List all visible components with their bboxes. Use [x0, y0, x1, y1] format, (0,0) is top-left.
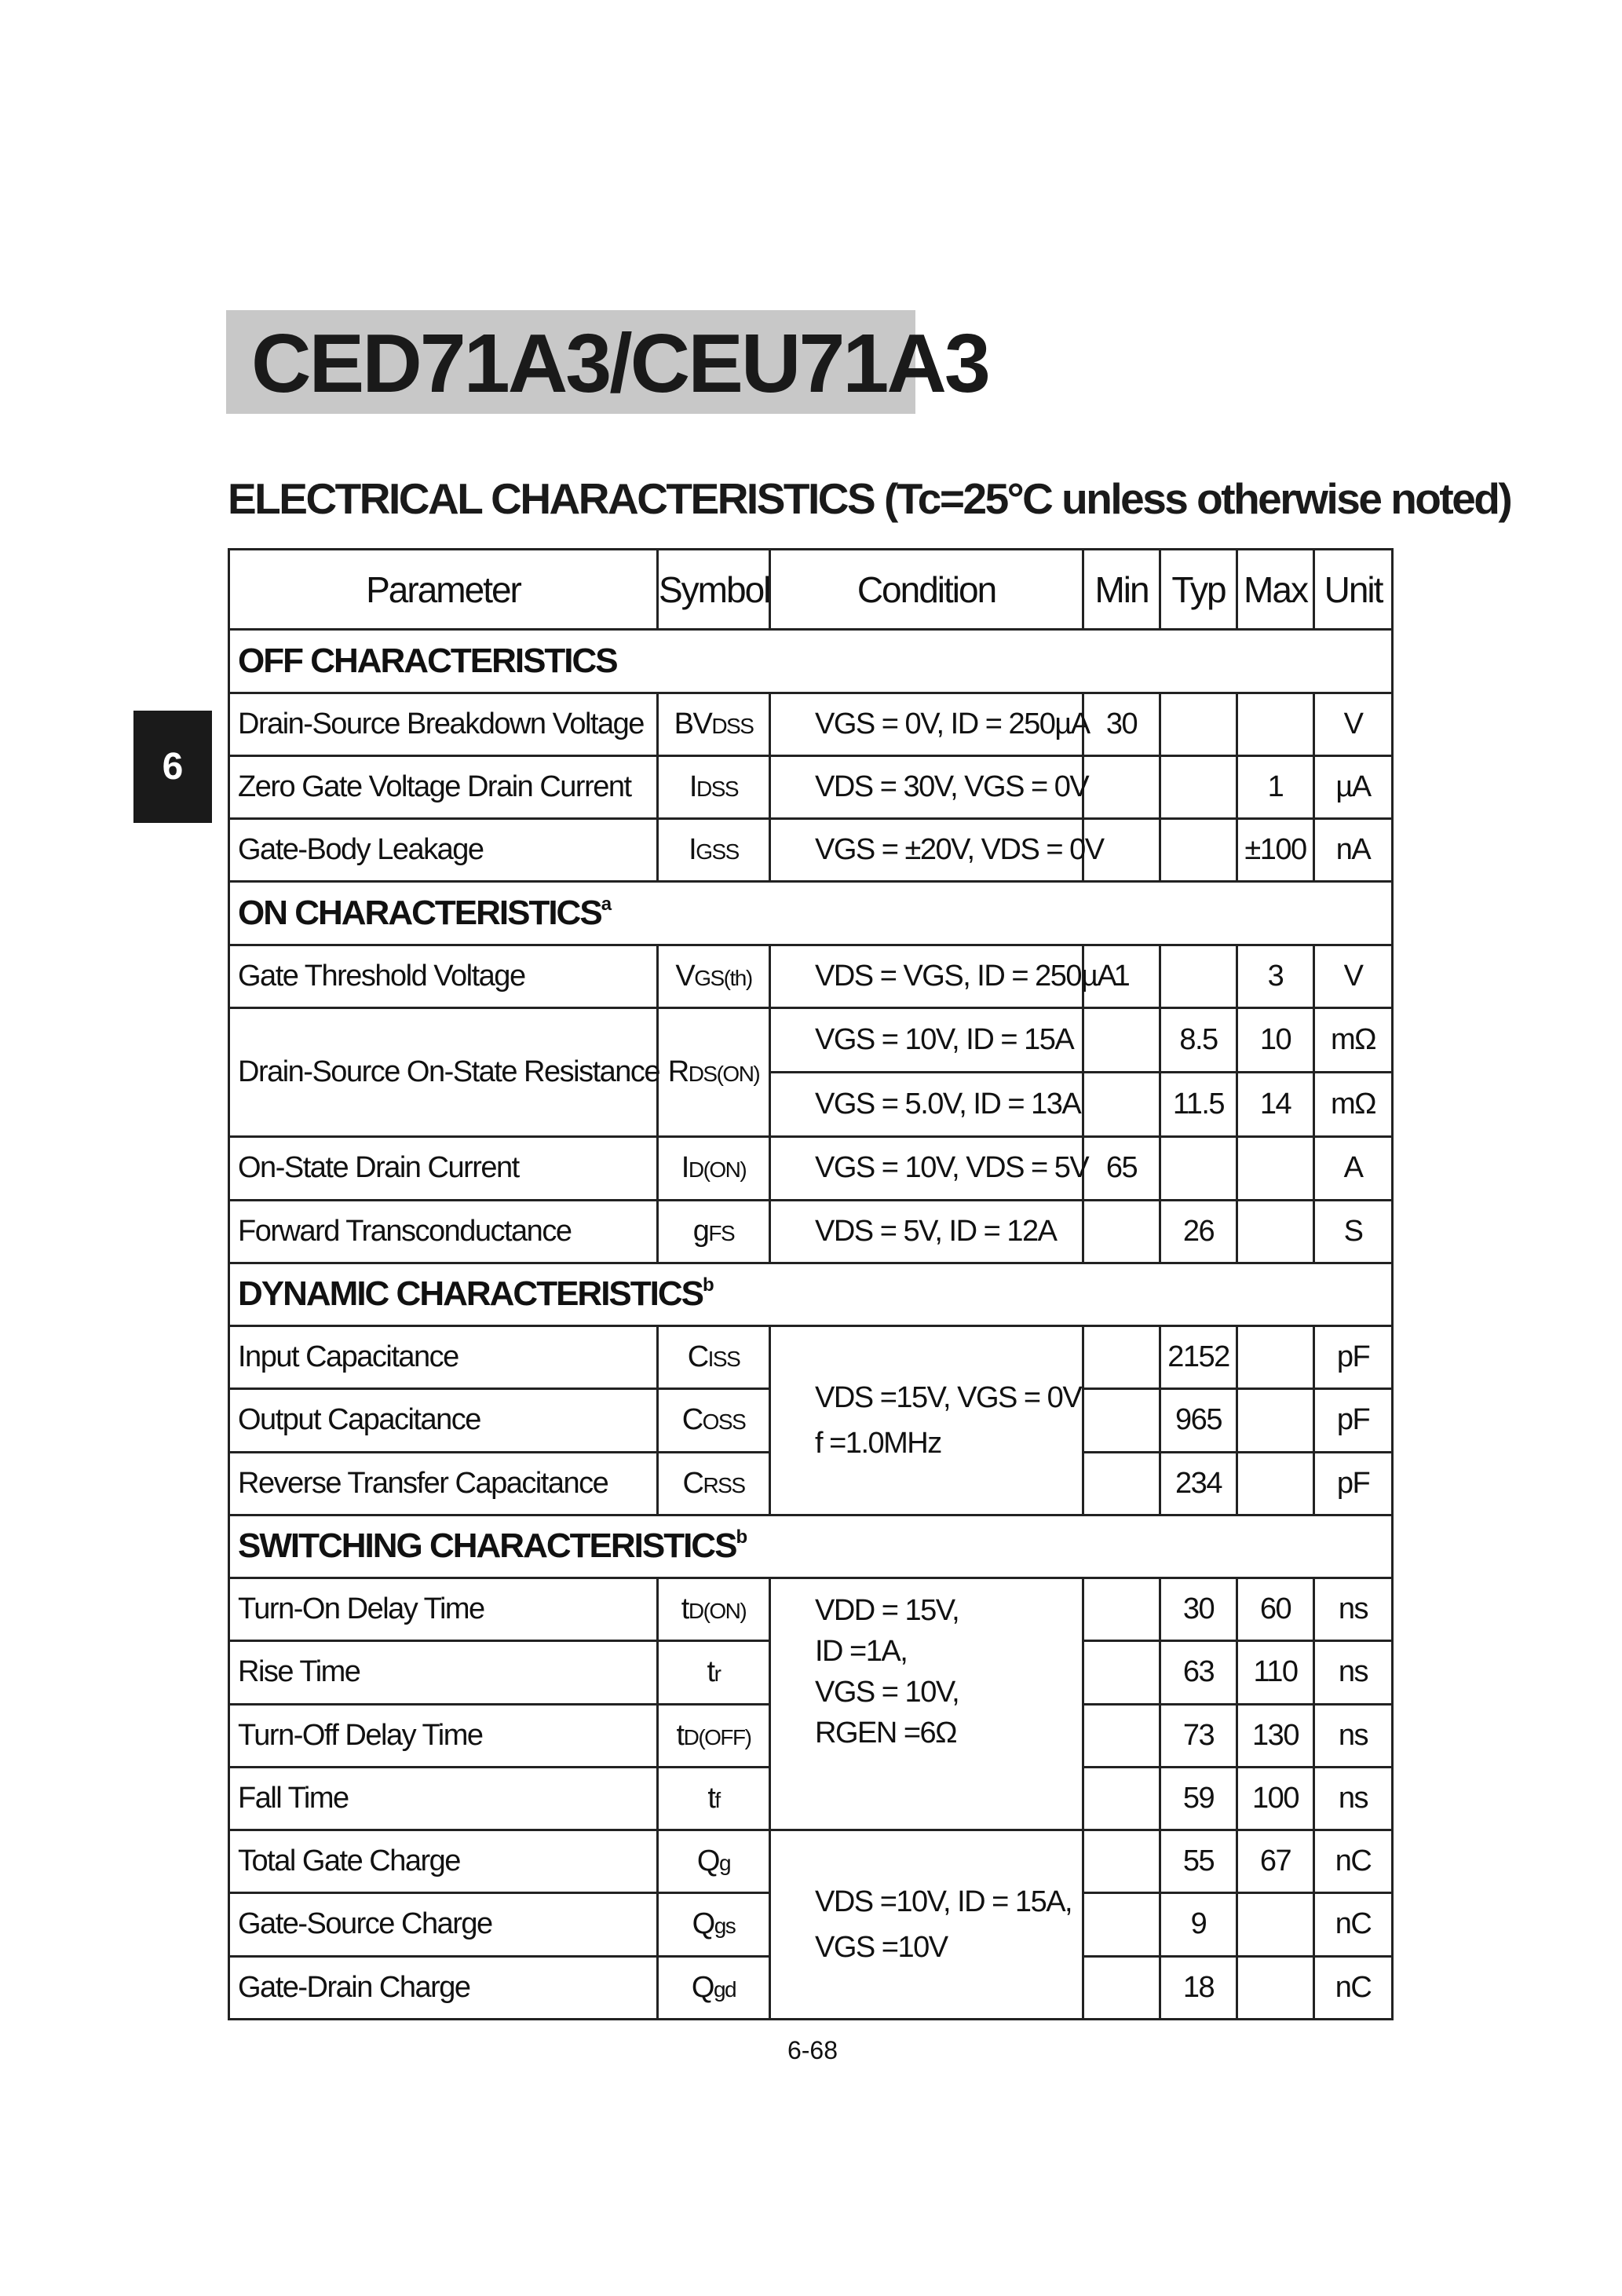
symbol-main: C: [687, 1340, 708, 1374]
symbol-cell: [658, 819, 770, 882]
symbol-main: t: [707, 1781, 715, 1815]
section-switching-cell: [229, 1515, 1393, 1578]
min-cell: [1083, 1007, 1160, 1072]
document-title: CED71A3/CEU71A3: [251, 317, 988, 410]
symbol-main: Q: [696, 1844, 719, 1878]
unit-cell: µA: [1314, 755, 1393, 818]
symbol-cell: [658, 1704, 770, 1767]
symbol-main: g: [692, 1214, 709, 1248]
param-cell: On-State Drain Current: [229, 1137, 658, 1200]
param-cell: Input Capacitance: [229, 1326, 658, 1389]
max-cell: 67: [1237, 1830, 1314, 1893]
symbol-subscript: g: [718, 1851, 731, 1876]
min-cell: [1083, 1767, 1160, 1830]
unit-cell: A: [1314, 1137, 1393, 1200]
typ-cell: 73: [1160, 1704, 1237, 1767]
param-cell: Gate-Body Leakage: [229, 819, 658, 882]
symbol-subscript: GSS: [696, 839, 739, 865]
page-number: 6-68: [787, 2036, 838, 2064]
unit-cell: S: [1314, 1200, 1393, 1263]
condition-cell: VGS = 10V, ID = 15A: [770, 1007, 1083, 1072]
unit-cell: ns: [1314, 1641, 1393, 1704]
max-cell: [1237, 1389, 1314, 1452]
symbol-main: C: [681, 1403, 703, 1437]
symbol-main: BV: [674, 707, 712, 740]
header-unit: Unit: [1314, 550, 1393, 630]
symbol-cell: [658, 1452, 770, 1515]
symbol-main: I: [689, 770, 696, 803]
max-cell: 14: [1237, 1073, 1314, 1137]
table-row: [229, 1137, 1393, 1200]
symbol-cell: [658, 1200, 770, 1263]
symbol-subscript: f: [714, 1787, 720, 1812]
symbol-subscript: gd: [713, 1976, 736, 2002]
typ-cell: 234: [1160, 1452, 1237, 1515]
section-dynamic-label: DYNAMIC CHARACTERISTICS: [238, 1274, 703, 1314]
symbol-main: Q: [691, 1970, 714, 2004]
param-cell: Output Capacitance: [229, 1389, 658, 1452]
typ-cell: [1160, 755, 1237, 818]
unit-cell: mΩ: [1314, 1073, 1393, 1137]
section-row-off: [229, 630, 1393, 693]
typ-cell: [1160, 1137, 1237, 1200]
param-cell: Rise Time: [229, 1641, 658, 1704]
unit-cell: ns: [1314, 1704, 1393, 1767]
param-cell: Drain-Source Breakdown Voltage: [229, 693, 658, 755]
table-row: [229, 945, 1393, 1007]
param-cell: Gate-Drain Charge: [229, 1956, 658, 2019]
condition-line: VGS =10V: [815, 1931, 948, 1965]
symbol-cell: [658, 1326, 770, 1389]
symbol-cell: [658, 1578, 770, 1641]
param-cell: Reverse Transfer Capacitance: [229, 1452, 658, 1515]
symbol-subscript: r: [714, 1662, 721, 1687]
symbol-cell: [658, 1389, 770, 1452]
min-cell: [1083, 1073, 1160, 1137]
max-cell: 1: [1237, 755, 1314, 818]
min-cell: [1083, 1893, 1160, 1956]
condition-line: VDD = 15V,: [815, 1594, 959, 1628]
typ-cell: [1160, 819, 1237, 882]
symbol-cell: [658, 1007, 770, 1137]
unit-cell: nA: [1314, 819, 1393, 882]
max-cell: [1237, 1893, 1314, 1956]
section-on-cell: [229, 882, 1393, 945]
condition-line: VGS = 10V,: [815, 1676, 959, 1709]
unit-cell: pF: [1314, 1326, 1393, 1389]
min-cell: 65: [1083, 1137, 1160, 1200]
param-cell: Fall Time: [229, 1767, 658, 1830]
unit-cell: pF: [1314, 1452, 1393, 1515]
max-cell: [1237, 1137, 1314, 1200]
min-cell: [1083, 1326, 1160, 1389]
max-cell: [1237, 1452, 1314, 1515]
max-cell: 100: [1237, 1767, 1314, 1830]
symbol-cell: [658, 1137, 770, 1200]
symbol-subscript: DSS: [711, 713, 754, 738]
table-row: [229, 1326, 1393, 1389]
max-cell: [1237, 1326, 1314, 1389]
header-max: Max: [1237, 550, 1314, 630]
param-cell: Forward Transconductance: [229, 1200, 658, 1263]
unit-cell: V: [1314, 945, 1393, 1007]
param-cell: Gate-Source Charge: [229, 1893, 658, 1956]
symbol-main: t: [676, 1718, 684, 1752]
min-cell: [1083, 755, 1160, 818]
symbol-subscript: RSS: [703, 1472, 745, 1497]
symbol-main: I: [689, 833, 696, 867]
unit-cell: nC: [1314, 1956, 1393, 2019]
header-parameter: Parameter: [229, 550, 658, 630]
typ-cell: 9: [1160, 1893, 1237, 1956]
min-cell: [1083, 1452, 1160, 1515]
section-row-dynamic: [229, 1263, 1393, 1325]
section-switching-footnote: b: [736, 1526, 747, 1548]
max-cell: ±100: [1237, 819, 1314, 882]
symbol-subscript: D(ON): [688, 1157, 747, 1183]
unit-cell: nC: [1314, 1893, 1393, 1956]
typ-cell: 8.5: [1160, 1007, 1237, 1072]
typ-cell: 59: [1160, 1767, 1237, 1830]
max-cell: [1237, 1200, 1314, 1263]
unit-cell: ns: [1314, 1578, 1393, 1641]
symbol-main: I: [681, 1151, 689, 1185]
unit-cell: mΩ: [1314, 1007, 1393, 1072]
symbol-cell: [658, 1641, 770, 1704]
table-header-row: [229, 550, 1393, 630]
param-cell: Drain-Source On-State Resistance: [229, 1007, 658, 1137]
min-cell: [1083, 1200, 1160, 1263]
section-off-label: OFF CHARACTERISTICS: [229, 630, 1393, 693]
typ-cell: 63: [1160, 1641, 1237, 1704]
electrical-characteristics-table: [228, 548, 1394, 2020]
charge-condition-cell: [770, 1830, 1083, 2020]
min-cell: [1083, 1830, 1160, 1893]
section-title: ELECTRICAL CHARACTERISTICS (Tc=25°C unless otherwise noted): [228, 474, 1511, 523]
condition-cell: VDS = VGS, ID = 250µA: [770, 945, 1083, 1007]
table-row: [229, 755, 1393, 818]
typ-cell: 30: [1160, 1578, 1237, 1641]
condition-cell: VGS = 5.0V, ID = 13A: [770, 1073, 1083, 1137]
header-symbol: Symbol: [658, 550, 770, 630]
section-dynamic-cell: [229, 1263, 1393, 1325]
symbol-cell: [658, 1830, 770, 1893]
symbol-main: V: [675, 959, 695, 993]
symbol-subscript: FS: [708, 1220, 735, 1245]
unit-cell: V: [1314, 693, 1393, 755]
symbol-main: C: [682, 1466, 703, 1500]
max-cell: 10: [1237, 1007, 1314, 1072]
symbol-subscript: GS(th): [694, 965, 752, 990]
min-cell: [1083, 1641, 1160, 1704]
min-cell: [1083, 1389, 1160, 1452]
symbol-main: t: [707, 1655, 714, 1689]
symbol-cell: [658, 755, 770, 818]
condition-line: VDS =15V, VGS = 0V: [815, 1380, 1082, 1414]
condition-cell: VGS = 10V, VDS = 5V: [770, 1137, 1083, 1200]
table-row: [229, 1830, 1393, 1893]
typ-cell: 965: [1160, 1389, 1237, 1452]
param-cell: Gate Threshold Voltage: [229, 945, 658, 1007]
unit-cell: ns: [1314, 1767, 1393, 1830]
header-condition: Condition: [770, 550, 1083, 630]
symbol-main: Q: [692, 1907, 714, 1941]
section-row-switching: [229, 1515, 1393, 1578]
unit-cell: pF: [1314, 1389, 1393, 1452]
param-cell: Turn-Off Delay Time: [229, 1704, 658, 1767]
table-row: [229, 819, 1393, 882]
condition-line: RGEN =6Ω: [815, 1717, 957, 1750]
min-cell: [1083, 1956, 1160, 2019]
unit-cell: nC: [1314, 1830, 1393, 1893]
typ-cell: 26: [1160, 1200, 1237, 1263]
condition-line: f =1.0MHz: [815, 1426, 941, 1460]
max-cell: [1237, 693, 1314, 755]
max-cell: 60: [1237, 1578, 1314, 1641]
section-row-on: [229, 882, 1393, 945]
max-cell: [1237, 1956, 1314, 2019]
section-switching-label: SWITCHING CHARACTERISTICS: [238, 1526, 736, 1566]
condition-cell: VDS = 5V, ID = 12A: [770, 1200, 1083, 1263]
symbol-subscript: OSS: [702, 1409, 746, 1435]
min-cell: 30: [1083, 693, 1160, 755]
switching-condition-cell: [770, 1578, 1083, 1830]
param-cell: Total Gate Charge: [229, 1830, 658, 1893]
max-cell: 3: [1237, 945, 1314, 1007]
header-min: Min: [1083, 550, 1160, 630]
param-cell: Zero Gate Voltage Drain Current: [229, 755, 658, 818]
symbol-cell: [658, 1956, 770, 2019]
typ-cell: 2152: [1160, 1326, 1237, 1389]
symbol-main: t: [681, 1592, 689, 1626]
symbol-cell: [658, 1893, 770, 1956]
min-cell: 1: [1083, 945, 1160, 1007]
typ-cell: [1160, 693, 1237, 755]
section-on-footnote: a: [601, 893, 611, 915]
symbol-subscript: ISS: [707, 1347, 740, 1372]
symbol-cell: [658, 1767, 770, 1830]
section-dynamic-footnote: b: [703, 1274, 713, 1296]
capacitance-condition-cell: [770, 1326, 1083, 1515]
section-on-label: ON CHARACTERISTICS: [238, 893, 601, 932]
condition-line: ID =1A,: [815, 1635, 908, 1669]
condition-line: VDS =10V, ID = 15A,: [815, 1885, 1072, 1919]
max-cell: 110: [1237, 1641, 1314, 1704]
symbol-cell: [658, 693, 770, 755]
table-row: [229, 693, 1393, 755]
symbol-subscript: D(ON): [688, 1599, 747, 1624]
condition-cell: VGS = 0V, ID = 250µA: [770, 693, 1083, 755]
max-cell: 130: [1237, 1704, 1314, 1767]
param-cell: Turn-On Delay Time: [229, 1578, 658, 1641]
table-row: [229, 1007, 1393, 1072]
min-cell: [1083, 1704, 1160, 1767]
symbol-subscript: DSS: [696, 776, 739, 801]
table-row: [229, 1578, 1393, 1641]
typ-cell: 11.5: [1160, 1073, 1237, 1137]
condition-cell: VDS = 30V, VGS = 0V: [770, 755, 1083, 818]
symbol-subscript: D(OFF): [683, 1724, 751, 1749]
typ-cell: [1160, 945, 1237, 1007]
chapter-tab: 6: [133, 711, 212, 823]
symbol-subscript: gs: [714, 1914, 736, 1939]
typ-cell: 55: [1160, 1830, 1237, 1893]
typ-cell: 18: [1160, 1956, 1237, 2019]
table-row: [229, 1200, 1393, 1263]
symbol-main: R: [667, 1055, 689, 1089]
min-cell: [1083, 1578, 1160, 1641]
symbol-cell: [658, 945, 770, 1007]
header-typ: Typ: [1160, 550, 1237, 630]
symbol-subscript: DS(ON): [688, 1062, 760, 1087]
condition-cell: VGS = ±20V, VDS = 0V: [770, 819, 1083, 882]
